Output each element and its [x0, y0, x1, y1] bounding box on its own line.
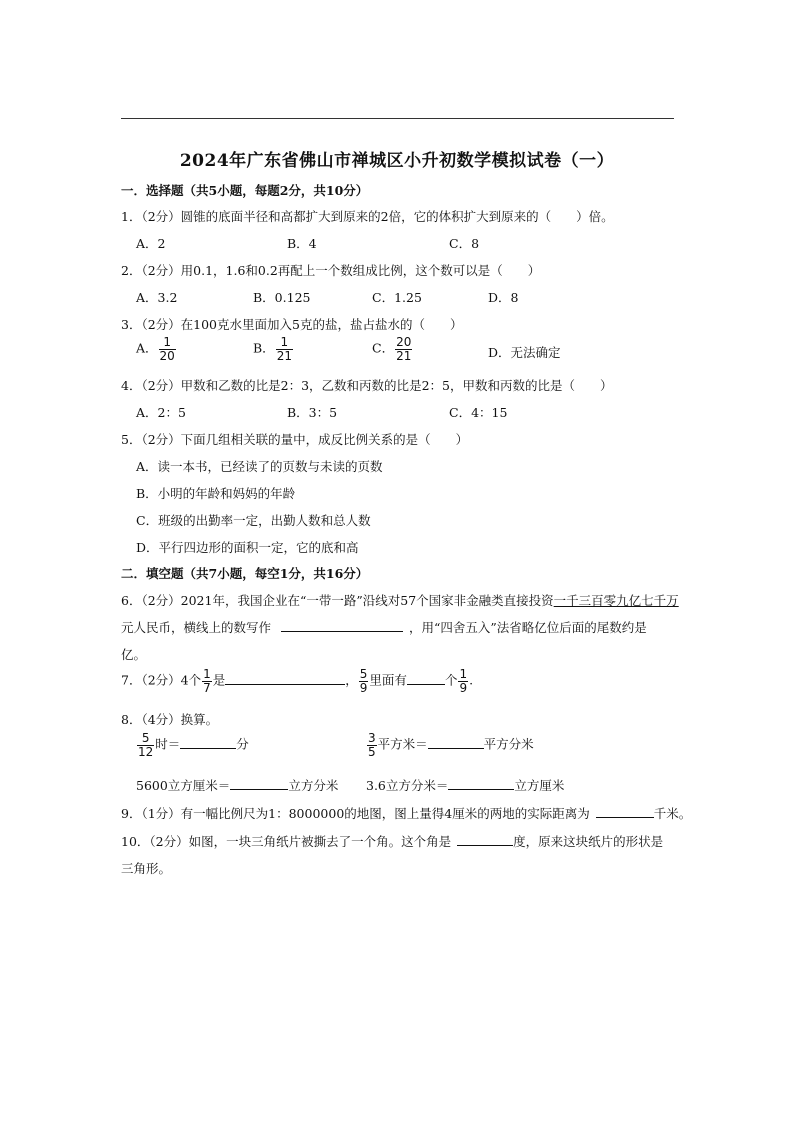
question-2: 2．（2分）用0.1，1.6和0.2再配上一个数组成比例，这个数可以是（ ） [121, 263, 541, 278]
answer-blank[interactable] [457, 833, 513, 846]
q3-option-b-label: B． [253, 340, 275, 356]
answer-blank[interactable] [180, 736, 236, 749]
q2-option-b: B．0.125 [253, 290, 311, 305]
question-1: 1．（2分）圆锥的底面半径和高都扩大到原来的2倍，它的体积扩大到原来的（ ）倍。 [121, 209, 614, 224]
answer-blank[interactable] [448, 777, 514, 790]
q3-option-d: D．无法确定 [488, 345, 561, 360]
answer-blank[interactable] [225, 672, 345, 685]
question-10: 10．（2分）如图，一块三角纸片被撕去了一个角。这个角是 度，原来这块纸片的形状是 [121, 834, 664, 849]
q3-option-c-label: C． [372, 340, 395, 356]
section-choice-heading: 一．选择题（共5小题，每题2分，共10分） [121, 183, 369, 198]
q1-option-b: B．4 [287, 236, 317, 251]
q8-conversion-b: $\frac{3}{5}$ 平方米＝ 平方分米 [368, 731, 534, 759]
q4-option-b: B．3：5 [287, 405, 338, 420]
underlined-number: 一千三百零九亿七千万 [553, 593, 679, 608]
q4-option-a: A．2：5 [136, 405, 186, 420]
question-3: 3．（2分）在100克水里面加入5克的盐，盐占盐水的（ ） [121, 317, 463, 332]
answer-blank[interactable] [596, 805, 654, 818]
answer-blank[interactable] [230, 777, 288, 790]
answer-blank[interactable] [407, 672, 445, 685]
q2-option-d: D．8 [488, 290, 519, 305]
fraction: $\frac{5}{12}$ [138, 731, 154, 759]
question-6: 6．（2分）2021年，我国企业在“一带一路”沿线对57个国家非金融类直接投资一千三百零九亿七千万 [121, 593, 679, 608]
fraction: $\frac{1}{7}$ [203, 667, 211, 695]
question-7: 7．（2分）4个 $\frac{1}{7}$ 是 ， $\frac{5}{9}$ 里面有 个 $\frac{1}{9}$ . [121, 667, 474, 695]
q5-option-d: D．平行四边形的面积一定，它的底和高 [136, 540, 359, 555]
q4-option-c: C．4：15 [449, 405, 508, 420]
q8-conversion-d: 3.6立方分米＝ 立方厘米 [366, 778, 565, 793]
q1-option-c: C．8 [449, 236, 480, 251]
fraction: $\frac{3}{5}$ [368, 731, 376, 759]
header-rule [121, 118, 674, 119]
q5-option-a: A．读一本书，已经读了的页数与未读的页数 [136, 459, 383, 474]
question-4: 4．（2分）甲数和乙数的比是2：3，乙数和丙数的比是2：5，甲数和丙数的比是（ ） [121, 378, 613, 393]
fraction: $\frac{1}{21}$ [276, 335, 292, 363]
answer-blank[interactable] [428, 736, 484, 749]
question-6-line3: 亿。 [121, 647, 147, 662]
q2-option-a: A．3.2 [136, 290, 178, 305]
fraction: $\frac{5}{9}$ [359, 667, 368, 695]
q5-option-c: C．班级的出勤率一定，出勤人数和总人数 [136, 513, 371, 528]
q1-option-a: A．2 [136, 236, 166, 251]
question-8: 8．（4分）换算。 [121, 712, 219, 727]
answer-blank[interactable] [281, 619, 403, 632]
q8-conversion-a: $\frac{5}{12}$ 时＝ 分 [138, 731, 249, 759]
q3-option-a [136, 336, 177, 362]
q3-option-c [372, 336, 413, 362]
fraction: $\frac{1}{20}$ [159, 335, 175, 363]
q3-option-a-label: A． [136, 340, 158, 356]
question-9: 9．（1分）有一幅比例尺为1：8000000的地图，图上量得4厘米的两地的实际距离为 千米。 [121, 806, 692, 821]
q3-option-b [253, 336, 294, 362]
page-title: 2024年广东省佛山市禅城区小升初数学模拟试卷（一） [179, 151, 615, 171]
question-6-line2: 元人民币，横线上的数写作 ，用“四舍五入”法省略亿位后面的尾数约是 [121, 620, 647, 635]
fraction: $\frac{20}{21}$ [396, 335, 412, 363]
q5-option-b: B．小明的年龄和妈妈的年龄 [136, 486, 296, 501]
q8-conversion-c: 5600立方厘米＝ 立方分米 [136, 778, 339, 793]
section-fill-heading: 二．填空题（共7小题，每空1分，共16分） [121, 566, 369, 581]
question-10-line2: 三角形。 [121, 861, 172, 876]
question-5: 5．（2分）下面几组相关联的量中，成反比例关系的是（ ） [121, 432, 469, 447]
q2-option-c: C．1.25 [372, 290, 422, 305]
fraction: $\frac{1}{9}$ [459, 667, 468, 695]
